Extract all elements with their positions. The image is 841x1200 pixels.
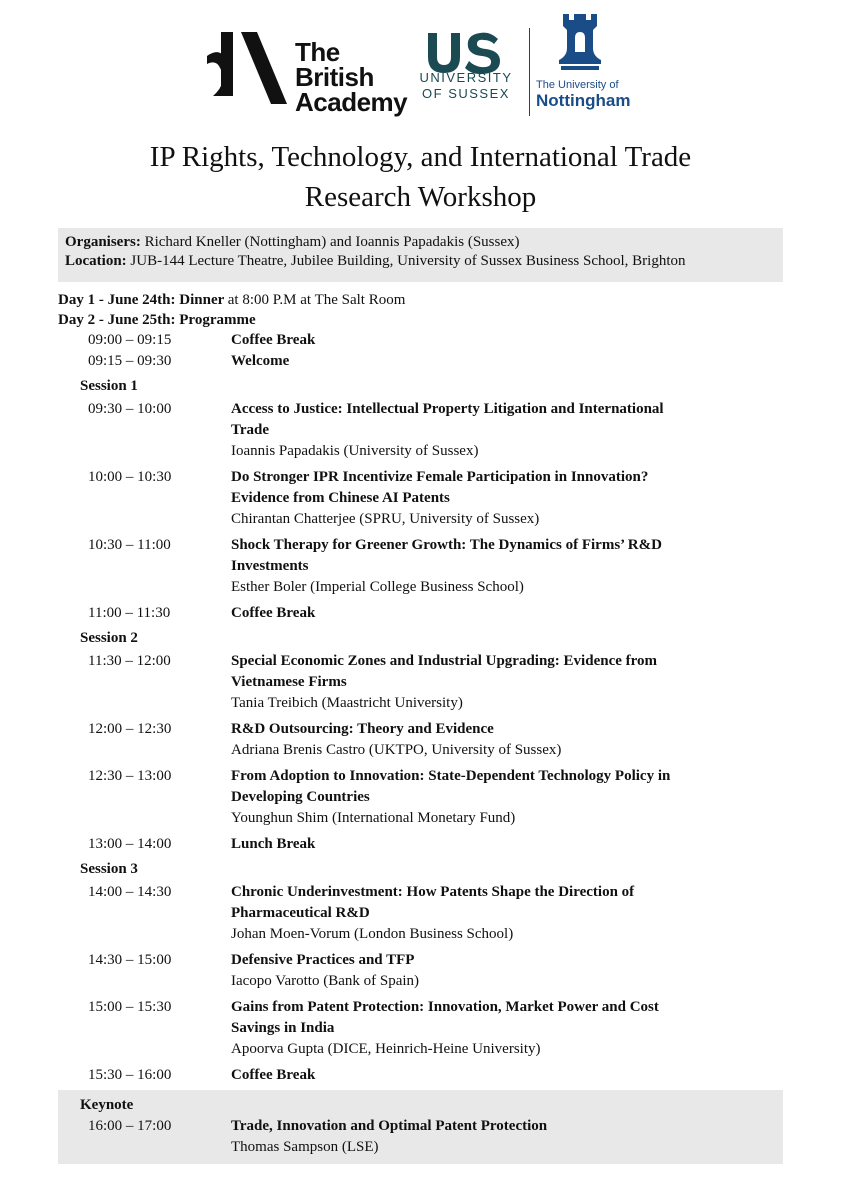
session-label: Session 1: [80, 378, 138, 394]
slot-time: 11:00 – 11:30: [88, 605, 171, 621]
sussex-line-1: UNIVERSITY: [419, 70, 513, 85]
slot-title-line: Savings in India: [231, 1020, 335, 1036]
slot-title-line: Access to Justice: Intellectual Property Litigation and International: [231, 401, 664, 417]
slot-time: 12:00 – 12:30: [88, 721, 172, 737]
organisers-value: Richard Kneller (Nottingham) and Ioannis Papadakis (Sussex): [144, 234, 520, 250]
slot-title-line: Chronic Underinvestment: How Patents Shape the Direction of: [231, 884, 635, 900]
session-label: Session 3: [80, 861, 138, 877]
organisers-label: Organisers:: [65, 234, 141, 250]
schedule-row: [58, 330, 783, 351]
slot-speaker: Esther Boler (Imperial College Business School): [231, 579, 524, 595]
keynote-content: [231, 1116, 783, 1158]
slot-time: 10:30 – 11:00: [88, 537, 171, 553]
info-box: [58, 228, 783, 282]
day-1-event: Dinner: [179, 292, 224, 308]
day-1-line: [58, 290, 783, 310]
slot-title-line: Investments: [231, 558, 309, 574]
ba-line-1: The: [295, 37, 340, 67]
schedule-row: [58, 882, 783, 945]
slot-speaker: Johan Moen-Vorum (London Business School): [231, 926, 514, 942]
slot-content: [231, 651, 783, 714]
slot-content: [231, 535, 783, 598]
schedule-row: [58, 997, 783, 1060]
nottingham-big-text: Nottingham: [536, 91, 631, 110]
slot-title-line: Coffee Break: [231, 1067, 316, 1083]
sussex-wordmark: [418, 70, 514, 102]
schedule-row: [58, 1065, 783, 1086]
slot-title-line: Trade: [231, 422, 270, 438]
slot-time: 14:00 – 14:30: [88, 884, 172, 900]
organisers-line: [65, 233, 783, 252]
day-2-label: Day 2 - June 25th:: [58, 312, 176, 328]
slot-title-line: Vietnamese Firms: [231, 674, 347, 690]
british-academy-wordmark: [295, 37, 408, 117]
schedule-row: [58, 719, 783, 761]
slot-time: 09:15 – 09:30: [88, 353, 172, 369]
ba-line-2: British: [295, 62, 374, 92]
location-line: [65, 252, 783, 271]
schedule-row: [58, 651, 783, 714]
slot-title: Welcome: [231, 353, 290, 369]
slot-speaker: Chirantan Chatterjee (SPRU, University of Sussex): [231, 511, 540, 527]
title-line-1: IP Rights, Technology, and International Trade: [149, 141, 692, 173]
slot-title-line: Pharmaceutical R&D: [231, 905, 370, 921]
slot-content: [231, 882, 783, 945]
title-line-2: Research Workshop: [304, 181, 537, 213]
schedule-row: [58, 351, 783, 372]
keynote-box: [58, 1090, 783, 1164]
slot-content: [231, 1065, 783, 1086]
slot-title-line: Do Stronger IPR Incentivize Female Participation in Innovation?: [231, 469, 649, 485]
slot-title-line: Coffee Break: [231, 605, 316, 621]
slot-speaker: Apoorva Gupta (DICE, Heinrich-Heine University): [231, 1041, 541, 1057]
keynote-time: 16:00 – 17:00: [88, 1118, 172, 1134]
ba-line-3: Academy: [295, 87, 408, 117]
slot-speaker: Ioannis Papadakis (University of Sussex): [231, 443, 479, 459]
slot-title-line: Shock Therapy for Greener Growth: The Dynamics of Firms’ R&D: [231, 537, 662, 553]
slot-title-line: Evidence from Chinese AI Patents: [231, 490, 450, 506]
slot-title-line: Special Economic Zones and Industrial Upgrading: Evidence from: [231, 653, 658, 669]
location-value: JUB-144 Lecture Theatre, Jubilee Building, University of Sussex Business School, Brighton: [130, 253, 686, 269]
slot-time: 09:00 – 09:15: [88, 332, 172, 348]
slot-speaker: Younghun Shim (International Monetary Fund): [231, 810, 516, 826]
slot-content: [231, 603, 783, 624]
slot-content: [231, 467, 783, 530]
slot-time: 10:00 – 10:30: [88, 469, 172, 485]
logo-bar: [0, 12, 841, 117]
slot-time: 12:30 – 13:00: [88, 768, 172, 784]
university-of-nottingham-crest-icon: [555, 12, 605, 74]
schedule-row: [58, 467, 783, 530]
schedule-row: [58, 399, 783, 462]
schedule-row: [58, 766, 783, 829]
schedule-row: [58, 535, 783, 598]
slot-content: [231, 399, 783, 462]
keynote-row: [58, 1116, 783, 1158]
day-2-line: [58, 310, 783, 330]
keynote-label: Keynote: [80, 1097, 134, 1113]
british-academy-logo-icon: [207, 32, 287, 104]
nottingham-wordmark: [536, 78, 630, 110]
slot-speaker: Adriana Brenis Castro (UKTPO, University of Sussex): [231, 742, 562, 758]
schedule-row: [58, 603, 783, 624]
slot-content: [231, 766, 783, 829]
slot-time: 15:00 – 15:30: [88, 999, 172, 1015]
logo-divider: [529, 28, 530, 116]
slot-title: Coffee Break: [231, 332, 316, 348]
session-label: Session 2: [80, 630, 138, 646]
schedule-row: [58, 950, 783, 992]
slot-title-line: From Adoption to Innovation: State-Dependent Technology Policy in: [231, 768, 671, 784]
slot-speaker: Iacopo Varotto (Bank of Spain): [231, 973, 420, 989]
slot-content: [231, 997, 783, 1060]
keynote-speaker: Thomas Sampson (LSE): [231, 1139, 379, 1155]
slot-title-line: Defensive Practices and TFP: [231, 952, 415, 968]
slot-content: [231, 351, 783, 372]
slot-title-line: R&D Outsourcing: Theory and Evidence: [231, 721, 494, 737]
slot-content: [231, 950, 783, 992]
slot-title-line: Lunch Break: [231, 836, 316, 852]
day-2-event: Programme: [179, 312, 256, 328]
keynote-title: Trade, Innovation and Optimal Patent Protection: [231, 1118, 548, 1134]
location-label: Location:: [65, 253, 127, 269]
slot-time: 15:30 – 16:00: [88, 1067, 172, 1083]
sessions: [58, 375, 783, 1086]
programme: [58, 290, 783, 1086]
sussex-line-2: OF SUSSEX: [422, 86, 510, 101]
slot-time: 09:30 – 10:00: [88, 401, 172, 417]
slot-time: 11:30 – 12:00: [88, 653, 171, 669]
slot-title-line: Gains from Patent Protection: Innovation, Market Power and Cost: [231, 999, 659, 1015]
slot-content: [231, 834, 783, 855]
slot-time: 14:30 – 15:00: [88, 952, 172, 968]
slot-time: 13:00 – 14:00: [88, 836, 172, 852]
slot-title-line: Developing Countries: [231, 789, 370, 805]
slot-content: [231, 719, 783, 761]
slot-content: [231, 330, 783, 351]
opening-items: [58, 330, 783, 372]
page-title: [0, 137, 841, 217]
day-1-label: Day 1 - June 24th:: [58, 292, 176, 308]
nottingham-small-text: The University of: [536, 79, 619, 91]
slot-speaker: Tania Treibich (Maastricht University): [231, 695, 463, 711]
day-1-details: at 8:00 P.M at The Salt Room: [227, 292, 406, 308]
schedule-row: [58, 834, 783, 855]
